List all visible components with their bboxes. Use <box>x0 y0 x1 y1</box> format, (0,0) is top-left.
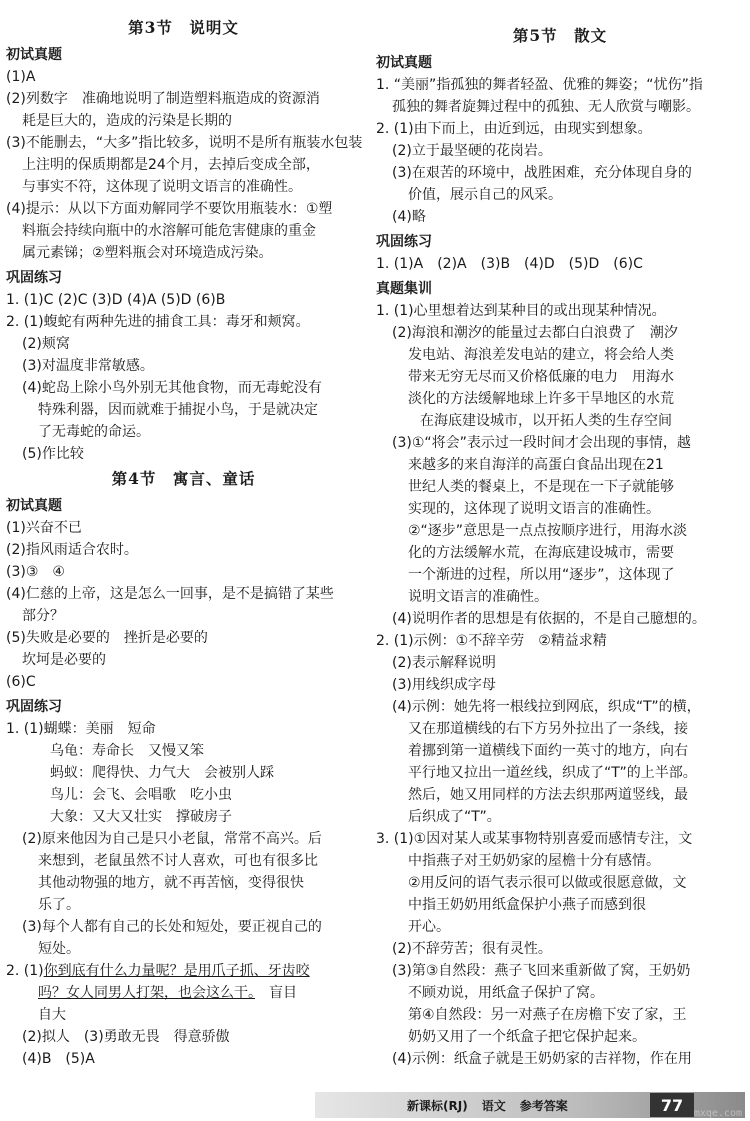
answer-line: (2)指风雨适合农时。 <box>6 542 138 558</box>
subheading-consolidation: 巩固练习 <box>6 699 62 715</box>
left-column <box>6 14 361 1070</box>
answer-line: 坎坷是必要的 <box>22 652 106 668</box>
answer-line: 1. (1)蝴蝶：美丽 短命 <box>6 721 156 737</box>
answer-line: (2)颊窝 <box>22 336 70 352</box>
answer-line: 带来无穷无尽而又价格低廉的电力 用海水 <box>408 369 674 385</box>
page-number: 77 <box>650 1093 694 1117</box>
answer-line: 蚂蚁：爬得快、力气大 会被别人踩 <box>50 765 274 781</box>
footer-kind: 参考答案 <box>519 1098 568 1113</box>
footer-series: 新课标(RJ) <box>407 1098 468 1113</box>
answer-line: 不顾劝说，用纸盒子保护了窝。 <box>408 985 604 1001</box>
answer-line: 其他动物强的地方，就不再苦恼，变得很快 <box>38 875 304 891</box>
answer-line: ②“逐步”意思是一点点按顺序进行，用海水淡 <box>408 523 688 539</box>
answer-line: 化的方法缓解水荒，在海底建设城市，需要 <box>408 545 674 561</box>
answer-line: 中指王奶奶用纸盒保护小燕子而感到很 <box>408 897 646 913</box>
answer-line: (3)对温度非常敏感。 <box>22 358 154 374</box>
subheading-consolidation: 巩固练习 <box>6 270 62 286</box>
answer-line: 了无毒蛇的命运。 <box>38 424 150 440</box>
answer-line: 乐了。 <box>38 897 80 913</box>
answer-line: (4)示例：她先将一根线拉到网底，织成“T”的横， <box>392 699 701 715</box>
answer-line: (2)不辞劳苦；很有灵性。 <box>392 941 552 957</box>
section-title-4: 第4节 寓言、童话 <box>111 469 256 488</box>
answer-line: (2)拟人 (3)勇敢无畏 得意骄傲 <box>22 1029 230 1045</box>
subheading-initial-test: 初试真题 <box>6 47 62 63</box>
answer-line: (4)说明作者的思想是有依据的，不是自己臆想的。 <box>392 611 706 627</box>
answer-line: 在海底建设城市，以开拓人类的生存空间 <box>420 413 672 429</box>
answer-line: 世纪人类的餐桌上，不是现在一下子就能够 <box>408 479 674 495</box>
answer-line: 又在那道横线的右下方另外拉出了一条线，接 <box>408 721 688 737</box>
answer-line: (2)原来他因为自己是只小老鼠，常常不高兴。后 <box>22 831 322 847</box>
answer-line: (1)兴奋不已 <box>6 520 82 536</box>
answer-line: 1. (1)C (2)C (3)D (4)A (5)D (6)B <box>6 292 226 308</box>
answer-line: (2)列数字 准确地说明了制造塑料瓶造成的资源消 <box>6 91 320 107</box>
answer-suffix: 盲目 <box>255 985 297 1001</box>
right-column <box>376 22 744 1070</box>
answer-line: (2)立于最坚硬的花岗岩。 <box>392 143 552 159</box>
subheading-initial-test: 初试真题 <box>376 55 432 71</box>
answer-line: 部分？ <box>22 608 64 624</box>
answer-line: (5)作比较 <box>22 446 84 462</box>
answer-line: (1)A <box>6 69 36 85</box>
answer-line: 后织成了“T”。 <box>408 809 501 825</box>
answer-line: 第④自然段：另一对燕子在房檐下安了家，王 <box>408 1007 687 1023</box>
subheading-real-exam: 真题集训 <box>376 281 432 297</box>
underlined-quote: 你到底有什么力量呢？是用爪子抓、牙齿咬 <box>43 963 310 979</box>
answer-line: 来越多的来自海洋的高蛋白食品出现在21 <box>408 457 664 473</box>
answer-line: (3)在艰苦的环境中，战胜困难，充分体现自身的 <box>392 165 692 181</box>
answer-line: 短处。 <box>38 941 80 957</box>
subheading-consolidation: 巩固练习 <box>376 234 432 250</box>
answer-line: (3)③ ④ <box>6 564 65 580</box>
answer-line: (3)第③自然段：燕子飞回来重新做了窝，王奶奶 <box>392 963 691 979</box>
answer-line: 1. (1)心里想着达到某种目的或出现某种情况。 <box>376 303 666 319</box>
watermark: mxqe.com <box>693 1108 742 1119</box>
answer-line: (4)示例：纸盒子就是王奶奶家的吉祥物，作在用 <box>392 1051 692 1067</box>
answer-line: 奶奶又用了一个纸盒子把它保护起来。 <box>408 1029 646 1045</box>
answer-line: 1. (1)A (2)A (3)B (4)D (5)D (6)C <box>376 256 643 272</box>
answer-line: 料瓶会持续向瓶中的水溶解可能危害健康的重金 <box>22 223 316 239</box>
footer-subject: 语文 <box>481 1098 506 1113</box>
answer-line: 耗是巨大的，造成的污染是长期的 <box>22 113 232 129</box>
answer-line: 2. (1)由下而上，由近到远，由现实到想象。 <box>376 121 652 137</box>
answer-line: 鸟儿：会飞、会唱歌 吃小虫 <box>50 787 232 803</box>
section-title-5: 第5节 散文 <box>512 26 608 45</box>
answer-line: (3)不能删去，“大多”指比较多，说明不是所有瓶装水包装 <box>6 135 363 151</box>
answer-line: (4)蛇岛上除小鸟外别无其他食物，而无毒蛇没有 <box>22 380 322 396</box>
answer-line: (6)C <box>6 674 36 690</box>
answer-line: (2)表示解释说明 <box>392 655 496 671</box>
subheading-initial-test: 初试真题 <box>6 498 62 514</box>
answer-line: 上注明的保质期都是24个月，去掉后变成全部， <box>22 157 320 173</box>
answer-line: 来想到，老鼠虽然不讨人喜欢，可也有很多比 <box>38 853 318 869</box>
answer-line: 一个渐进的过程，所以用“逐步”，这体现了 <box>408 567 675 583</box>
answer-line: 属元素锑；②塑料瓶会对环境造成污染。 <box>22 245 273 261</box>
answer-line: 发电站、海浪差发电站的建立，将会给人类 <box>408 347 674 363</box>
answer-line: (3)用线织成字母 <box>392 677 496 693</box>
answer-line: 乌龟：寿命长 又慢又笨 <box>50 743 204 759</box>
answer-line: 中指燕子对王奶奶家的屋檐十分有感情。 <box>408 853 660 869</box>
answer-line: 2. (1)示例：①不辞辛劳 ②精益求精 <box>376 633 607 649</box>
answer-line: 实现的，这体现了说明文语言的准确性。 <box>408 501 660 517</box>
answer-line: 1. “美丽”指孤独的舞者轻盈、优雅的舞姿；“忧伤”指 <box>376 77 703 93</box>
answer-line: 平行地又拉出一道丝线，织成了“T”的上半部。 <box>408 765 697 781</box>
answer-line: 价值，展示自己的风采。 <box>408 187 562 203</box>
answer-line: (3)每个人都有自己的长处和短处，要正视自己的 <box>22 919 322 935</box>
answer-line: 2. (1)蝮蛇有两种先进的捕食工具：毒牙和颊窝。 <box>6 314 310 330</box>
answer-line: (4)B (5)A <box>22 1051 95 1067</box>
answer-line: (4)略 <box>392 209 426 225</box>
underlined-quote: 吗？女人同男人打架，也会这么干。 <box>38 985 255 1001</box>
answer-line: 着挪到第一道横线下面约一英寸的地方，向右 <box>408 743 688 759</box>
answer-line: 然后，她又用同样的方法去织那两道竖线，最 <box>408 787 688 803</box>
answer-line <box>6 982 361 1004</box>
answer-line: 与事实不符，这体现了说明文语言的准确性。 <box>22 179 302 195</box>
answer-line: 大象：又大又壮实 撑破房子 <box>50 809 232 825</box>
answer-line: (3)①“将会”表示过一段时间才会出现的事情，越 <box>392 435 691 451</box>
answer-line: ②用反问的语气表示很可以做或很愿意做，文 <box>408 875 687 891</box>
answer-line: 孤独的舞者旋舞过程中的孤独、无人欣赏与嘲影。 <box>392 99 700 115</box>
answer-line: (4)提示：从以下方面劝解同学不要饮用瓶装水：①塑 <box>6 201 333 217</box>
answer-line: (4)仁慈的上帝，这是怎么一回事，是不是搞错了某些 <box>6 586 334 602</box>
answer-line: 淡化的方法缓解地球上许多干旱地区的水荒 <box>408 391 674 407</box>
answer-line <box>6 960 361 982</box>
answer-line: 说明文语言的准确性。 <box>408 589 548 605</box>
answer-line: 开心。 <box>408 919 450 935</box>
answer-line: 特殊利器，因而就难于捕捉小鸟，于是就决定 <box>38 402 318 418</box>
answer-line: (2)海浪和潮汐的能量过去都白白浪费了 潮汐 <box>392 325 678 341</box>
answer-line: (5)失败是必要的 挫折是必要的 <box>6 630 208 646</box>
answer-line: 自大 <box>38 1007 66 1023</box>
answer-prefix: 2. (1) <box>6 963 44 979</box>
answer-line: 3. (1)①因对某人或某事物特别喜爱而感情专注，文 <box>376 831 693 847</box>
section-title-3: 第3节 说明文 <box>128 18 239 37</box>
